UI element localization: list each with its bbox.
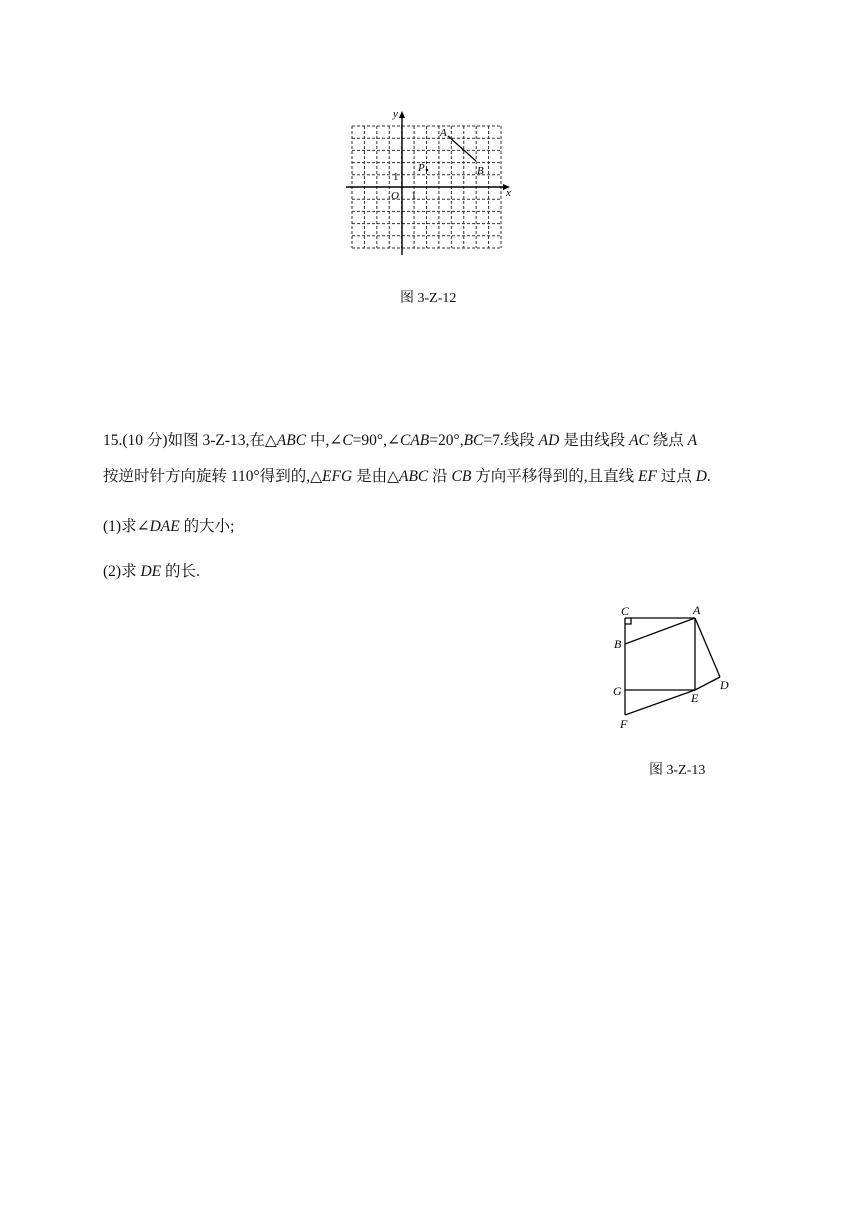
point-b-label: B bbox=[477, 165, 484, 177]
point-a-label: A bbox=[440, 127, 447, 139]
text-run: CB bbox=[451, 468, 472, 485]
vertex-d-label: D bbox=[720, 678, 729, 692]
problem-15-line-2 bbox=[103, 464, 711, 486]
text-run: D bbox=[695, 468, 707, 485]
segment-ba bbox=[625, 618, 695, 644]
text-run: 的长. bbox=[161, 563, 200, 580]
question-1 bbox=[103, 514, 234, 536]
origin-label: O bbox=[391, 190, 399, 202]
tick-one-y: 1 bbox=[393, 171, 399, 183]
point-p-dot bbox=[426, 169, 429, 172]
text-run: (2)求 bbox=[103, 563, 141, 580]
text-run: EF bbox=[637, 468, 657, 485]
axis-label-y: y bbox=[393, 108, 398, 120]
text-run: EFG bbox=[322, 468, 353, 485]
vertex-g-label: G bbox=[613, 684, 622, 698]
text-run: 按逆时针方向旋转 110°得到的,△ bbox=[103, 468, 323, 485]
tick-one-x: 1 bbox=[411, 190, 417, 202]
text-run: ABC bbox=[398, 468, 429, 485]
text-run: 方向平移得到的,且直线 bbox=[471, 468, 638, 485]
text-run: CAB bbox=[399, 432, 430, 449]
right-angle-mark-icon bbox=[625, 618, 631, 624]
text-run: AC bbox=[629, 432, 649, 449]
text-run: DE bbox=[140, 563, 162, 580]
text-run: 是由线段 bbox=[559, 432, 630, 449]
figure-3-z-12 bbox=[340, 105, 520, 260]
text-run: 的大小; bbox=[179, 518, 235, 535]
text-run: 15.(10 分)如图 3-Z-13,在△ bbox=[103, 432, 277, 449]
segment-ed bbox=[695, 677, 720, 690]
problem-15-line-1 bbox=[103, 428, 697, 450]
text-run: (1)求∠ bbox=[103, 518, 150, 535]
text-run: =90°,∠ bbox=[352, 432, 400, 449]
segment-ad bbox=[695, 618, 720, 677]
vertex-a-label: A bbox=[693, 603, 701, 617]
text-run: 绕点 bbox=[648, 432, 688, 449]
text-run: . bbox=[706, 468, 711, 485]
text-run: =7.线段 bbox=[483, 432, 539, 449]
text-run: 过点 bbox=[656, 468, 696, 485]
vertex-e-label: E bbox=[691, 691, 699, 705]
text-run: C bbox=[342, 432, 353, 449]
vertex-c-label: C bbox=[621, 604, 630, 618]
figure-3-z-13-caption: 图 3-Z-13 bbox=[649, 763, 706, 778]
text-run: BC bbox=[463, 432, 484, 449]
text-run: A bbox=[687, 432, 698, 449]
question-2 bbox=[103, 559, 200, 581]
axis-label-x: x bbox=[506, 187, 511, 199]
text-run: 沿 bbox=[428, 468, 452, 485]
text-run: 是由△ bbox=[352, 468, 399, 485]
vertex-f-label: F bbox=[620, 717, 628, 731]
text-run: ABC bbox=[276, 432, 307, 449]
figure-3-z-12-caption: 图 3-Z-12 bbox=[400, 291, 457, 306]
text-run: AD bbox=[538, 432, 560, 449]
figure-3-z-13 bbox=[608, 600, 748, 735]
segment-fe bbox=[625, 690, 695, 715]
vertex-b-label: B bbox=[614, 637, 622, 651]
point-p-label: P bbox=[418, 162, 425, 174]
y-axis-arrow-icon bbox=[399, 111, 405, 118]
text-run: =20°, bbox=[429, 432, 464, 449]
text-run: 中,∠ bbox=[306, 432, 343, 449]
text-run: DAE bbox=[149, 518, 180, 535]
segment-ab bbox=[448, 136, 476, 161]
